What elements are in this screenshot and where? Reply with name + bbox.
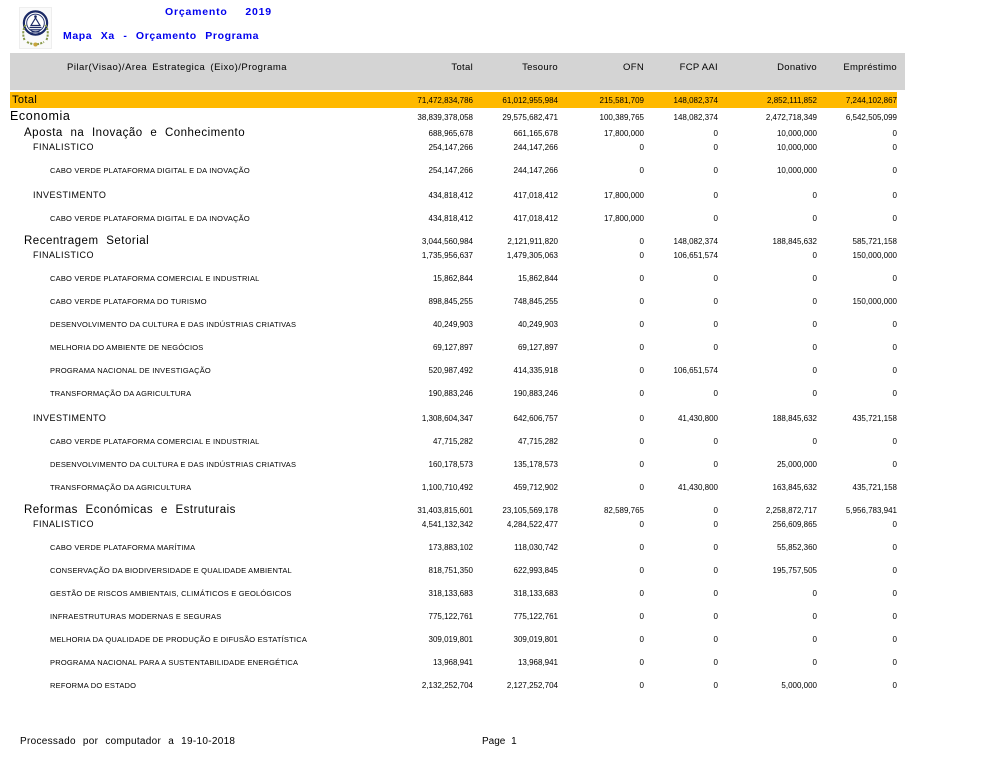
row-value: 0 bbox=[713, 166, 718, 175]
row-value: 148,082,374 bbox=[673, 113, 718, 122]
row-value: 0 bbox=[892, 520, 897, 529]
row-value: 40,249,903 bbox=[517, 320, 558, 329]
row-value: 417,018,412 bbox=[513, 191, 558, 200]
row-value: 0 bbox=[713, 143, 718, 152]
row-label: CABO VERDE PLATAFORMA MARÍTIMA bbox=[50, 543, 196, 552]
row-value: 13,968,941 bbox=[432, 658, 473, 667]
row-value: 0 bbox=[713, 460, 718, 469]
row-value: 0 bbox=[892, 589, 897, 598]
table-row bbox=[10, 437, 897, 448]
row-value: 160,178,573 bbox=[428, 460, 473, 469]
row-value: 0 bbox=[713, 274, 718, 283]
row-value: 0 bbox=[639, 320, 644, 329]
row-value: 434,818,412 bbox=[428, 214, 473, 223]
row-value: 1,308,604,347 bbox=[421, 414, 473, 423]
table-row bbox=[10, 190, 897, 202]
row-value: 0 bbox=[713, 589, 718, 598]
table-rows bbox=[10, 90, 905, 692]
row-value: 254,147,266 bbox=[428, 166, 473, 175]
row-value: 0 bbox=[892, 543, 897, 552]
row-value: 195,757,505 bbox=[772, 566, 817, 575]
row-value: 622,993,845 bbox=[513, 566, 558, 575]
row-label: GESTÃO DE RISCOS AMBIENTAIS, CLIMÁTICOS E GEOLÓGICOS bbox=[50, 589, 292, 598]
row-value: 0 bbox=[892, 214, 897, 223]
table-row bbox=[10, 519, 897, 531]
row-value: 459,712,902 bbox=[513, 483, 558, 492]
row-label: CABO VERDE PLATAFORMA COMERCIAL E INDUSTRIAL bbox=[50, 437, 260, 446]
row-value: 106,651,574 bbox=[673, 366, 718, 375]
row-value: 0 bbox=[892, 191, 897, 200]
row-value: 150,000,000 bbox=[852, 297, 897, 306]
row-value: 0 bbox=[713, 437, 718, 446]
row-value: 0 bbox=[713, 658, 718, 667]
processed-date-text: Processado por computador a 19-10-2018 bbox=[20, 736, 236, 747]
row-value: 13,968,941 bbox=[517, 658, 558, 667]
row-value: 0 bbox=[713, 681, 718, 690]
row-value: 0 bbox=[713, 506, 718, 515]
row-label: PROGRAMA NACIONAL DE INVESTIGAÇÃO bbox=[50, 366, 211, 375]
row-value: 0 bbox=[639, 460, 644, 469]
table-row bbox=[10, 235, 897, 249]
row-value: 0 bbox=[639, 251, 644, 260]
row-value: 61,012,955,984 bbox=[502, 95, 558, 105]
row-value: 2,258,872,717 bbox=[765, 506, 817, 515]
row-label: DESENVOLVIMENTO DA CULTURA E DAS INDÚSTRIAS CRIATIVAS bbox=[50, 460, 297, 469]
row-label: INFRAESTRUTURAS MODERNAS E SEGURAS bbox=[50, 612, 222, 621]
row-value: 0 bbox=[639, 166, 644, 175]
row-value: 244,147,266 bbox=[513, 166, 558, 175]
row-value: 15,862,844 bbox=[517, 274, 558, 283]
row-value: 0 bbox=[639, 366, 644, 375]
row-value: 69,127,897 bbox=[432, 343, 473, 352]
row-value: 0 bbox=[639, 274, 644, 283]
table-row bbox=[10, 389, 897, 400]
row-value: 148,082,374 bbox=[673, 237, 718, 246]
row-value: 435,721,158 bbox=[852, 414, 897, 423]
row-value: 0 bbox=[639, 681, 644, 690]
table-row-total bbox=[10, 92, 897, 108]
table-row bbox=[10, 635, 897, 646]
row-value: 0 bbox=[639, 414, 644, 423]
row-value: 0 bbox=[639, 237, 644, 246]
row-value: 254,147,266 bbox=[428, 143, 473, 152]
row-value: 775,122,761 bbox=[428, 612, 473, 621]
table-row bbox=[10, 109, 897, 123]
row-value: 0 bbox=[639, 297, 644, 306]
table-row bbox=[10, 274, 897, 285]
row-value: 0 bbox=[713, 635, 718, 644]
row-value: 47,715,282 bbox=[432, 437, 473, 446]
row-value: 31,403,815,601 bbox=[417, 506, 473, 515]
row-value: 0 bbox=[892, 274, 897, 283]
row-value: 5,000,000 bbox=[781, 681, 817, 690]
row-value: 0 bbox=[892, 343, 897, 352]
table-row bbox=[10, 460, 897, 471]
row-value: 2,132,252,704 bbox=[421, 681, 473, 690]
row-value: 1,479,305,063 bbox=[506, 251, 558, 260]
row-value: 0 bbox=[812, 297, 817, 306]
column-header-donativo: Donativo bbox=[777, 62, 817, 73]
row-value: 29,575,682,471 bbox=[502, 113, 558, 122]
row-label: INVESTIMENTO bbox=[33, 413, 107, 423]
row-value: 0 bbox=[713, 320, 718, 329]
row-value: 69,127,897 bbox=[517, 343, 558, 352]
row-value: 0 bbox=[812, 589, 817, 598]
row-value: 0 bbox=[713, 520, 718, 529]
page-number: Page 1 bbox=[482, 736, 517, 747]
row-value: 318,133,683 bbox=[513, 589, 558, 598]
row-value: 0 bbox=[639, 437, 644, 446]
row-label: FINALISTICO bbox=[33, 142, 95, 152]
row-value: 0 bbox=[639, 483, 644, 492]
table-row bbox=[10, 612, 897, 623]
table-row bbox=[10, 127, 897, 141]
cape-verde-emblem-logo bbox=[19, 7, 52, 49]
table-row bbox=[10, 250, 897, 262]
row-label: REFORMA DO ESTADO bbox=[50, 681, 137, 690]
row-value: 0 bbox=[639, 389, 644, 398]
row-value: 414,335,918 bbox=[513, 366, 558, 375]
table-row bbox=[10, 320, 897, 331]
table-row bbox=[10, 343, 897, 354]
row-value: 2,472,718,349 bbox=[765, 113, 817, 122]
row-value: 642,606,757 bbox=[513, 414, 558, 423]
row-label: INVESTIMENTO bbox=[33, 190, 107, 200]
row-value: 82,589,765 bbox=[603, 506, 644, 515]
row-value: 163,845,632 bbox=[772, 483, 817, 492]
row-value: 0 bbox=[713, 566, 718, 575]
row-value: 0 bbox=[639, 589, 644, 598]
table-row bbox=[10, 566, 897, 577]
row-value: 100,389,765 bbox=[599, 113, 644, 122]
row-value: 17,800,000 bbox=[603, 191, 644, 200]
row-value: 0 bbox=[812, 612, 817, 621]
row-value: 0 bbox=[892, 129, 897, 138]
row-value: 0 bbox=[639, 543, 644, 552]
row-value: 309,019,801 bbox=[513, 635, 558, 644]
row-value: 10,000,000 bbox=[776, 166, 817, 175]
row-label: Total bbox=[12, 94, 38, 106]
table-row bbox=[10, 658, 897, 669]
row-label: Aposta na Inovação e Conhecimento bbox=[24, 127, 246, 139]
row-value: 215,581,709 bbox=[599, 95, 644, 105]
row-value: 47,715,282 bbox=[517, 437, 558, 446]
row-value: 3,044,560,984 bbox=[421, 237, 473, 246]
row-value: 0 bbox=[639, 612, 644, 621]
row-value: 0 bbox=[713, 343, 718, 352]
table-row bbox=[10, 483, 897, 494]
row-value: 0 bbox=[713, 191, 718, 200]
row-label: PROGRAMA NACIONAL PARA A SUSTENTABILIDADE ENERGÉTICA bbox=[50, 658, 299, 667]
row-value: 2,121,911,820 bbox=[507, 237, 558, 246]
row-value: 71,472,834,786 bbox=[417, 95, 473, 105]
row-value: 0 bbox=[892, 389, 897, 398]
table-row bbox=[10, 214, 897, 225]
row-label: DESENVOLVIMENTO DA CULTURA E DAS INDÚSTRIAS CRIATIVAS bbox=[50, 320, 297, 329]
row-value: 6,542,505,099 bbox=[845, 113, 897, 122]
row-value: 190,883,246 bbox=[513, 389, 558, 398]
row-value: 0 bbox=[812, 320, 817, 329]
row-value: 898,845,255 bbox=[428, 297, 473, 306]
row-value: 0 bbox=[812, 274, 817, 283]
column-header-emprestimo: Empréstimo bbox=[843, 62, 897, 73]
table-row bbox=[10, 504, 897, 518]
table-row bbox=[10, 297, 897, 308]
row-value: 10,000,000 bbox=[776, 129, 817, 138]
row-value: 0 bbox=[892, 612, 897, 621]
table-row bbox=[10, 413, 897, 425]
row-value: 256,609,865 bbox=[772, 520, 817, 529]
row-value: 15,862,844 bbox=[432, 274, 473, 283]
row-value: 0 bbox=[812, 389, 817, 398]
row-value: 10,000,000 bbox=[776, 143, 817, 152]
row-value: 0 bbox=[892, 366, 897, 375]
emblem-icon bbox=[20, 8, 51, 48]
row-value: 0 bbox=[812, 251, 817, 260]
row-value: 0 bbox=[892, 460, 897, 469]
row-value: 40,249,903 bbox=[432, 320, 473, 329]
row-value: 118,030,742 bbox=[514, 543, 558, 552]
row-label: TRANSFORMAÇÃO DA AGRICULTURA bbox=[50, 389, 192, 398]
row-label: Economia bbox=[10, 109, 71, 123]
row-value: 135,178,573 bbox=[513, 460, 558, 469]
row-value: 1,100,710,492 bbox=[421, 483, 473, 492]
row-value: 0 bbox=[639, 520, 644, 529]
row-value: 4,284,522,477 bbox=[506, 520, 558, 529]
table-row bbox=[10, 166, 897, 177]
row-value: 0 bbox=[892, 635, 897, 644]
row-value: 0 bbox=[639, 658, 644, 667]
row-value: 661,165,678 bbox=[513, 129, 558, 138]
table-row bbox=[10, 589, 897, 600]
row-value: 0 bbox=[892, 143, 897, 152]
row-value: 775,122,761 bbox=[513, 612, 558, 621]
row-value: 106,651,574 bbox=[673, 251, 718, 260]
row-value: 0 bbox=[812, 343, 817, 352]
row-value: 23,105,569,178 bbox=[502, 506, 558, 515]
row-value: 17,800,000 bbox=[603, 129, 644, 138]
row-value: 55,852,360 bbox=[776, 543, 817, 552]
row-value: 0 bbox=[812, 214, 817, 223]
row-value: 0 bbox=[639, 566, 644, 575]
row-label: TRANSFORMAÇÃO DA AGRICULTURA bbox=[50, 483, 192, 492]
row-value: 0 bbox=[812, 635, 817, 644]
row-value: 0 bbox=[713, 389, 718, 398]
report-title: Orçamento 2019 bbox=[165, 6, 272, 18]
row-value: 0 bbox=[892, 566, 897, 575]
row-value: 173,883,102 bbox=[428, 543, 473, 552]
row-value: 0 bbox=[639, 143, 644, 152]
row-value: 2,852,111,852 bbox=[767, 95, 817, 105]
row-value: 0 bbox=[892, 658, 897, 667]
row-value: 0 bbox=[713, 543, 718, 552]
row-value: 417,018,412 bbox=[513, 214, 558, 223]
row-value: 2,127,252,704 bbox=[506, 681, 558, 690]
row-value: 4,541,132,342 bbox=[421, 520, 473, 529]
row-value: 188,845,632 bbox=[772, 237, 817, 246]
row-value: 148,082,374 bbox=[673, 95, 718, 105]
column-header-tesouro: Tesouro bbox=[522, 62, 558, 73]
row-value: 0 bbox=[639, 343, 644, 352]
column-header-total: Total bbox=[451, 62, 473, 73]
row-label: CABO VERDE PLATAFORMA DO TURISMO bbox=[50, 297, 207, 306]
table-row bbox=[10, 681, 897, 692]
row-value: 190,883,246 bbox=[428, 389, 473, 398]
row-value: 435,721,158 bbox=[852, 483, 897, 492]
report-subtitle: Mapa Xa - Orçamento Programa bbox=[63, 30, 260, 42]
row-value: 0 bbox=[812, 437, 817, 446]
row-value: 520,987,492 bbox=[428, 366, 473, 375]
row-value: 244,147,266 bbox=[513, 143, 558, 152]
row-value: 585,721,158 bbox=[852, 237, 897, 246]
row-label: CONSERVAÇÃO DA BIODIVERSIDADE E QUALIDADE AMBIENTAL bbox=[50, 566, 292, 575]
row-label: CABO VERDE PLATAFORMA DIGITAL E DA INOVAÇÃO bbox=[50, 214, 250, 223]
column-header-ofn: OFN bbox=[623, 62, 644, 73]
row-value: 0 bbox=[892, 681, 897, 690]
row-value: 309,019,801 bbox=[428, 635, 473, 644]
row-label: CABO VERDE PLATAFORMA DIGITAL E DA INOVAÇÃO bbox=[50, 166, 250, 175]
row-value: 318,133,683 bbox=[428, 589, 473, 598]
row-label: FINALISTICO bbox=[33, 250, 95, 260]
column-header-fcp-aai: FCP AAI bbox=[679, 62, 718, 73]
row-value: 0 bbox=[812, 366, 817, 375]
table-header-row bbox=[10, 53, 905, 90]
row-value: 0 bbox=[892, 437, 897, 446]
table-row bbox=[10, 142, 897, 154]
row-value: 0 bbox=[892, 166, 897, 175]
row-label: MELHORIA DO AMBIENTE DE NEGÓCIOS bbox=[50, 343, 204, 352]
row-value: 17,800,000 bbox=[603, 214, 644, 223]
row-value: 748,845,255 bbox=[513, 297, 558, 306]
row-value: 0 bbox=[812, 658, 817, 667]
row-value: 0 bbox=[713, 297, 718, 306]
column-header-programa: Pilar(Visao)/Area Estrategica (Eixo)/Programa bbox=[67, 62, 288, 73]
row-value: 0 bbox=[713, 129, 718, 138]
row-value: 0 bbox=[713, 612, 718, 621]
row-label: MELHORIA DA QUALIDADE DE PRODUÇÃO E DIFUSÃO ESTATÍSTICA bbox=[50, 635, 308, 644]
row-label: CABO VERDE PLATAFORMA COMERCIAL E INDUSTRIAL bbox=[50, 274, 260, 283]
row-value: 434,818,412 bbox=[428, 191, 473, 200]
row-value: 38,839,378,058 bbox=[417, 113, 473, 122]
row-label: Recentragem Setorial bbox=[24, 235, 150, 247]
row-value: 0 bbox=[812, 191, 817, 200]
row-value: 41,430,800 bbox=[677, 414, 718, 423]
row-value: 0 bbox=[639, 635, 644, 644]
row-value: 188,845,632 bbox=[772, 414, 817, 423]
table-row bbox=[10, 366, 897, 377]
row-value: 150,000,000 bbox=[852, 251, 897, 260]
row-label: FINALISTICO bbox=[33, 519, 95, 529]
row-value: 688,965,678 bbox=[428, 129, 473, 138]
row-value: 0 bbox=[892, 320, 897, 329]
row-value: 818,751,350 bbox=[428, 566, 473, 575]
table-row bbox=[10, 543, 897, 554]
row-value: 7,244,102,867 bbox=[845, 95, 897, 105]
row-value: 41,430,800 bbox=[677, 483, 718, 492]
row-value: 5,956,783,941 bbox=[845, 506, 897, 515]
row-value: 1,735,956,637 bbox=[421, 251, 473, 260]
row-label: Reformas Económicas e Estruturais bbox=[24, 504, 236, 516]
row-value: 0 bbox=[713, 214, 718, 223]
row-value: 25,000,000 bbox=[776, 460, 817, 469]
